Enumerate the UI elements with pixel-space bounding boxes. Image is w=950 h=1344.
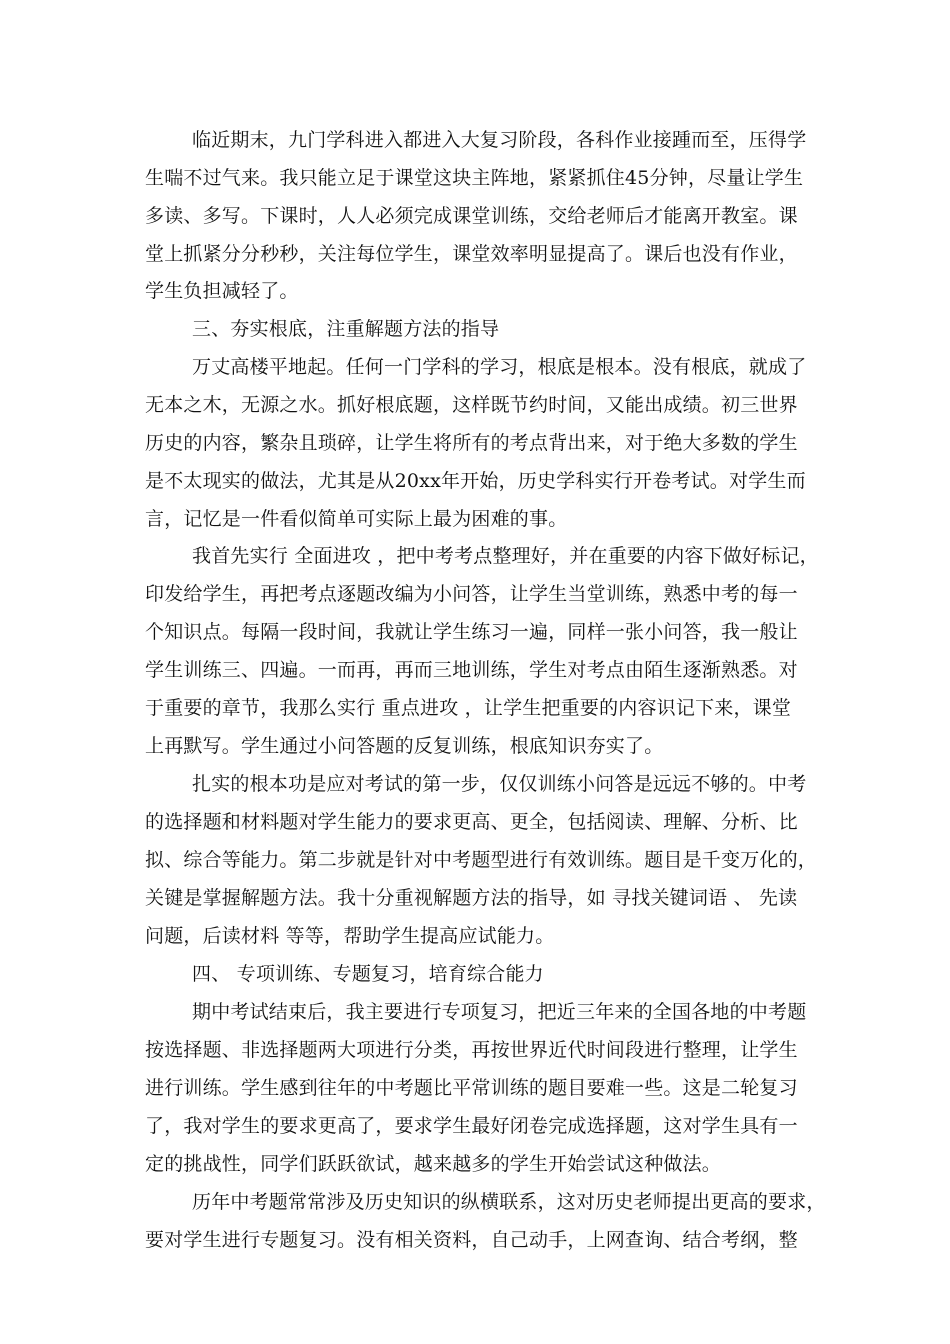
body-text-line: 言，记忆是一件看似简单可实际上最为困难的事。: [145, 508, 568, 530]
body-text-line: 按选择题、非选择题两大项进行分类，再按世界近代时间段进行整理，让学生: [145, 1039, 798, 1061]
body-text-line: 了，我对学生的要求更高了，要求学生最好闭卷完成选择题，这对学生具有一: [145, 1115, 798, 1137]
body-text-line: 是不太现实的做法，尤其是从20xx年开始，历史学科实行开卷考试。对学生而: [145, 470, 806, 492]
section-heading: 四、 专项训练、专题复习，培育综合能力: [192, 963, 544, 985]
body-text-line: 要对学生进行专题复习。没有相关资料，自己动手，上网查询、结合考纲，整: [145, 1229, 798, 1251]
body-text-line: 印发给学生，再把考点逐题改编为小问答，让学生当堂训练，熟悉中考的每一: [145, 583, 798, 605]
body-text-line: 上再默写。学生通过小问答题的反复训练，根底知识夯实了。: [145, 735, 664, 757]
body-text-line: 定的挑战性，同学们跃跃欲试，越来越多的学生开始尝试这种做法。: [145, 1153, 722, 1175]
body-text-line: 学生训练三、四遍。一而再，再而三地训练，学生对考点由陌生逐渐熟悉。对: [145, 659, 798, 681]
body-text-line: 生喘不过气来。我只能立足于课堂这块主阵地，紧紧抓住45分钟，尽量让学生: [145, 167, 804, 189]
body-text-line: 堂上抓紧分分秒秒，关注每位学生，课堂效率明显提高了。课后也没有作业，: [145, 243, 798, 265]
body-text-line: 拟、综合等能力。第二步就是针对中考题型进行有效训练。题目是千变万化的，: [145, 849, 818, 871]
body-text-line: 学生负担减轻了。: [145, 280, 299, 302]
body-text-line: 我首先实行 全面进攻 ，把中考考点整理好，并在重要的内容下做好标记，: [192, 545, 819, 567]
section-heading: 三、夯实根底，注重解题方法的指导: [192, 318, 500, 340]
body-text-line: 的选择题和材料题对学生能力的要求更高、更全，包括阅读、理解、分析、比: [145, 811, 798, 833]
body-text-line: 期中考试结束后，我主要进行专项复习，把近三年来的全国各地的中考题: [192, 1001, 807, 1023]
body-text-line: 个知识点。每隔一段时间，我就让学生练习一遍，同样一张小问答，我一般让: [145, 621, 798, 643]
body-text-line: 多读、多写。下课时，人人必须完成课堂训练，交给老师后才能离开教室。课: [145, 205, 798, 227]
body-text-line: 于重要的章节，我那么实行 重点进攻 ，让学生把重要的内容识记下来，课堂: [145, 697, 792, 719]
body-text-line: 临近期末，九门学科进入都进入大复习阶段，各科作业接踵而至，压得学: [192, 129, 807, 151]
body-text-line: 历年中考题常常涉及历史知识的纵横联系，这对历史老师提出更高的要求，: [192, 1191, 826, 1213]
body-text-line: 无本之木，无源之水。抓好根底题，这样既节约时间，又能出成绩。初三世界: [145, 394, 798, 416]
body-text-line: 问题，后读材料 等等，帮助学生提高应试能力。: [145, 925, 555, 947]
body-text-line: 关键是掌握解题方法。我十分重视解题方法的指导，如 寻找关键词语 、 先读: [145, 887, 798, 909]
body-text-line: 历史的内容，繁杂且琐碎，让学生将所有的考点背出来，对于绝大多数的学生: [145, 432, 798, 454]
body-text-line: 进行训练。学生感到往年的中考题比平常训练的题目要难一些。这是二轮复习: [145, 1077, 798, 1099]
body-text-line: 万丈高楼平地起。任何一门学科的学习，根底是根本。没有根底，就成了: [192, 356, 807, 378]
body-text-line: 扎实的根本功是应对考试的第一步，仅仅训练小问答是远远不够的。中考: [192, 773, 807, 795]
